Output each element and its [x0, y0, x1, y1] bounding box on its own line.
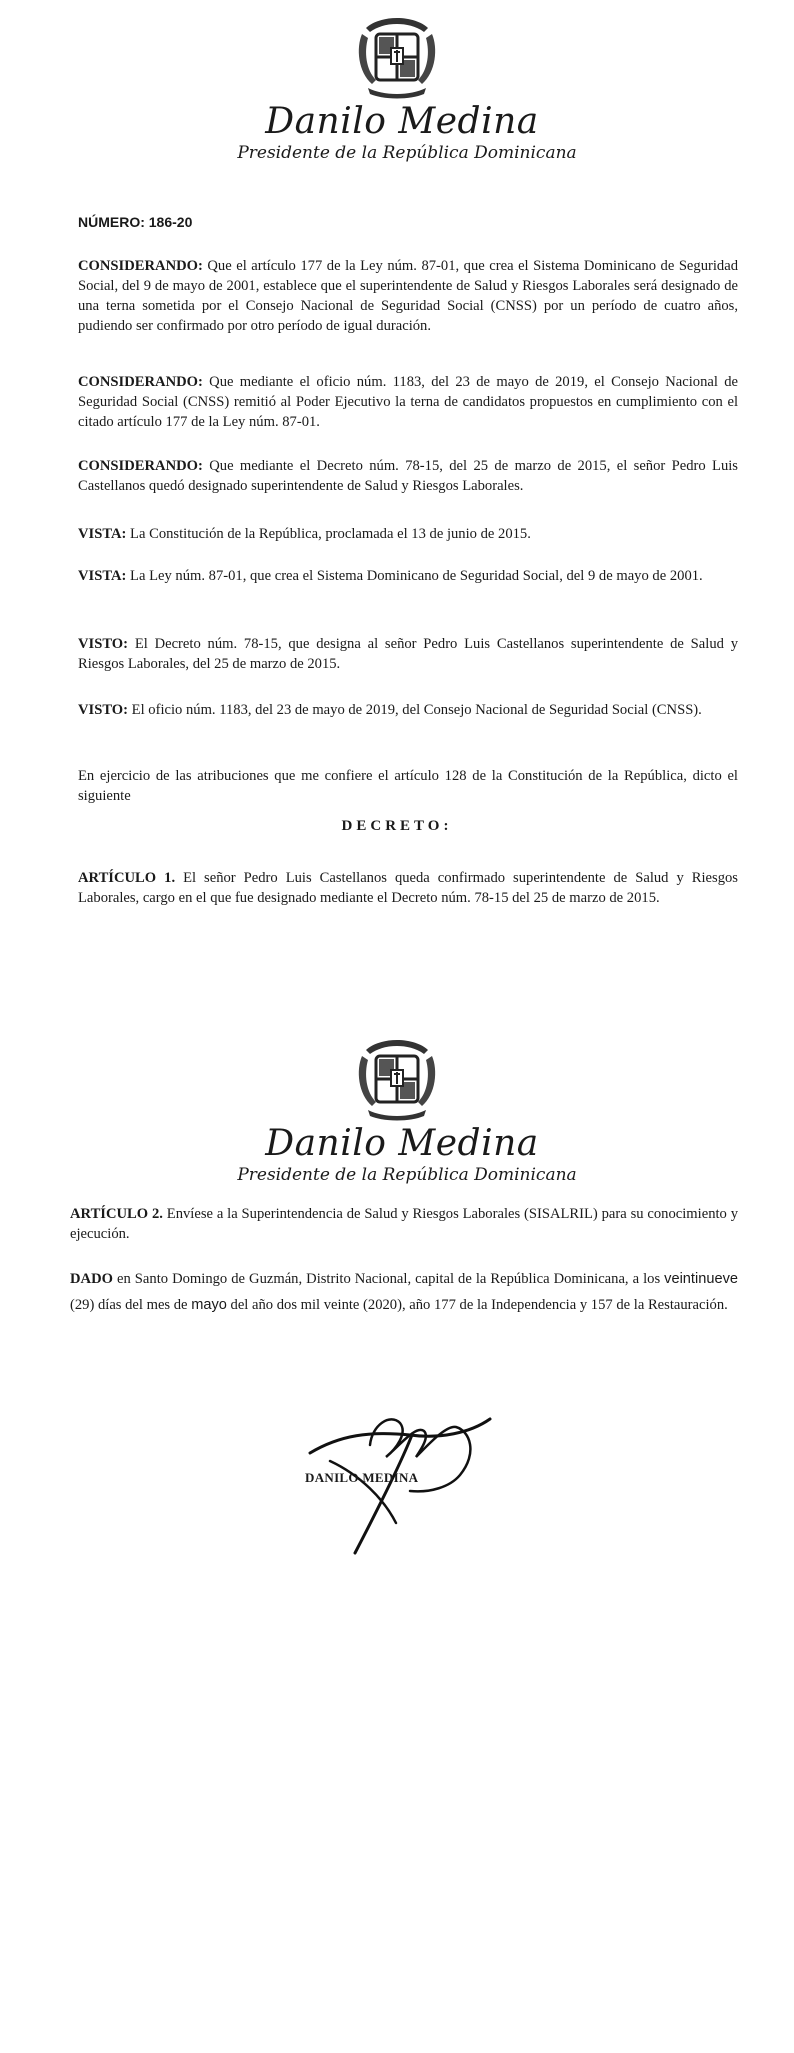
dado-paragraph [70, 1266, 738, 1318]
considerando-1 [78, 256, 738, 336]
vista-1-text: La Constitución de la República, proclamada el 13 de junio de 2015. [126, 526, 531, 542]
vista-2-text: La Ley núm. 87-01, que crea el Sistema Dominicano de Seguridad Social, del 9 de mayo de 2001. [126, 568, 703, 584]
vista-1 [78, 524, 738, 544]
considerando-1-lead: CONSIDERANDO: [78, 258, 203, 274]
articulo-1 [78, 868, 738, 908]
considerando-3 [78, 456, 738, 496]
letterhead-name: Danilo Medina [265, 1123, 539, 1164]
visto-1 [78, 634, 738, 674]
considerando-3-lead: CONSIDERANDO: [78, 458, 203, 474]
coat-of-arms-icon [354, 14, 440, 102]
ejercicio-paragraph: En ejercicio de las atribuciones que me confiere el artículo 128 de la Constitución de la República, dicto el siguiente [78, 768, 738, 804]
dado-lead: DADO [70, 1271, 113, 1287]
signature-name: DANILO MEDINA [305, 1470, 419, 1485]
letterhead-top [0, 14, 794, 164]
vista-1-lead: VISTA: [78, 526, 127, 542]
considerando-1-text: Que el artículo 177 de la Ley núm. 87-01, que crea el Sistema Dominicano de Seguridad Social, del 9 de mayo de 2001, establece que el superintendente de Salud y Riesgos Laborales será designado de una terna sometida por el Consejo Nacional de Seguridad Social (CNSS) por un período de cuatro años, pudiendo ser confirmado por otro período de igual duración. [78, 258, 738, 334]
considerando-2-text: Que mediante el oficio núm. 1183, del 23 de mayo de 2019, el Consejo Nacional de Seguridad Social (CNSS) remitió al Poder Ejecutivo la terna de candidatos propuestos en cumplimiento con el citado artículo 177 de la Ley núm. 87-01. [78, 374, 738, 430]
articulo-2-text: Envíese a la Superintendencia de Salud y Riesgos Laborales (SISALRIL) para su conocimiento y ejecución. [70, 1206, 738, 1242]
letterhead-title: Presidente de la República Dominicana [237, 143, 577, 163]
letterhead-title: Presidente de la República Dominicana [237, 1165, 577, 1185]
articulo-1-lead: ARTÍCULO 1. [78, 870, 176, 886]
dado-month: mayo [191, 1297, 227, 1313]
vista-2-lead: VISTA: [78, 568, 127, 584]
letterhead-name: Danilo Medina [265, 101, 539, 142]
visto-1-text: El Decreto núm. 78-15, que designa al señor Pedro Luis Castellanos superintendente de Salud y Riesgos Laborales, del 25 de marzo de 2015. [78, 636, 738, 672]
dado-text-c: del año dos mil veinte (2020), año 177 de la Independencia y 157 de la Restauración. [226, 1297, 728, 1313]
articulo-2-lead: ARTÍCULO 2. [70, 1206, 163, 1222]
dado-text-a: en Santo Domingo de Guzmán, Distrito Nacional, capital de la República Dominicana, a los [112, 1271, 665, 1287]
considerando-3-text: Que mediante el Decreto núm. 78-15, del 25 de marzo de 2015, el señor Pedro Luis Castellanos quedó designado superintendente de Salud y Riesgos Laborales. [78, 458, 738, 494]
dado-day: veintinueve [664, 1271, 738, 1287]
visto-2 [78, 700, 738, 720]
decree-number: NÚMERO: 186-20 [78, 214, 193, 230]
visto-1-lead: VISTO: [78, 636, 129, 652]
decreto-heading: DECRETO: [341, 818, 453, 834]
visto-2-lead: VISTO: [78, 702, 129, 718]
letterhead-second [0, 1036, 794, 1186]
articulo-2 [70, 1204, 738, 1244]
visto-2-text: El oficio núm. 1183, del 23 de mayo de 2019, del Consejo Nacional de Seguridad Social (CNSS). [128, 702, 702, 718]
considerando-2-lead: CONSIDERANDO: [78, 374, 203, 390]
articulo-1-text: El señor Pedro Luis Castellanos queda confirmado superintendente de Salud y Riesgos Laborales, cargo en el que fue designado mediante el Decreto núm. 78-15 del 25 de marzo de 2015. [78, 870, 738, 906]
considerando-2 [78, 372, 738, 432]
coat-of-arms-icon [354, 1036, 440, 1124]
vista-2 [78, 566, 738, 586]
dado-text-b: (29) días del mes de [70, 1297, 192, 1313]
